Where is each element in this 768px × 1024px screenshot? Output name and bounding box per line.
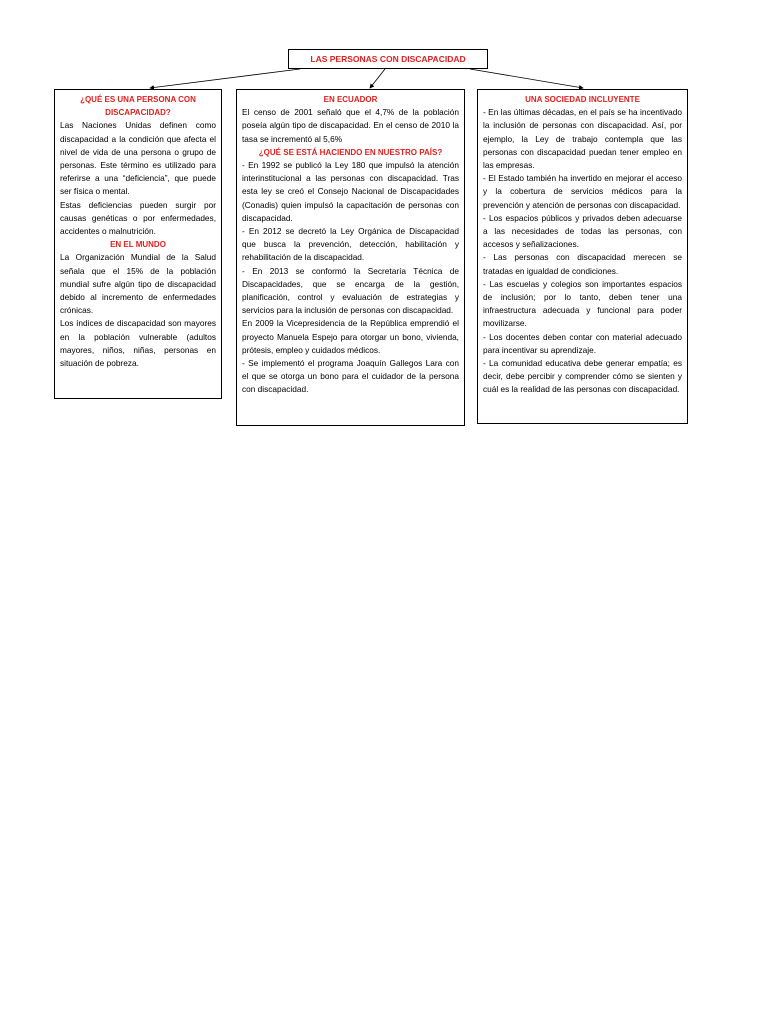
left-paragraph: Las Naciones Unidas definen como discapacidad a la condición que afecta el nivel de vida de una persona o grupo de personas. Este término es utilizado para referirse a una “deficiencia”, que puede ser física o mental. — [60, 120, 216, 197]
left-paragraph: Estas deficiencias pueden surgir por causas genéticas o por enfermedades, accidentes o malnutrición. — [60, 199, 216, 237]
middle-paragraph: En 2009 la Vicepresidencia de la República emprendió el proyecto Manuela Espejo para otorgar un bono, vivienda, prótesis, empleo y cuidados médicos. — [242, 318, 459, 355]
middle-heading-actions: ¿QUÉ SE ESTÁ HACIENDO EN NUESTRO PAÍS? — [258, 147, 443, 157]
arrow-to-right — [470, 69, 583, 88]
main-title: LAS PERSONAS CON DISCAPACIDAD — [310, 54, 466, 64]
right-paragraph: - La comunidad educativa debe generar empatía; es decir, debe percibir y comprender cómo se sienten y cuál es la realidad de las personas con discapacidad. — [483, 358, 682, 395]
main-title-box — [288, 49, 488, 69]
middle-paragraph: - Se implementó el programa Joaquín Gallegos Lara con el que se otorga un bono para el cuidador de la persona con discapacidad. — [242, 358, 459, 395]
right-heading-inclusive-society: UNA SOCIEDAD INCLUYENTE — [525, 95, 640, 104]
arrow-to-middle — [370, 69, 385, 88]
middle-paragraph: - En 1992 se publicó la Ley 180 que impulsó la atención interinstitucional a las personas con discapacidad. Tras esta ley se creó el Consejo Nacional de Discapacidades (Conadis) quien impulsó la capacitación de personas con discapacidad. — [242, 160, 459, 223]
left-paragraph: La Organización Mundial de la Salud señala que el 15% de la población mundial sufre algún tipo de discapacidad debido al incremento de enfermedades crónicas. — [60, 252, 216, 316]
right-paragraph: - Las escuelas y colegios son importantes espacios de inclusión; por lo tanto, deben tener una infraestructura adecuada y funcional para poder movilizarse. — [483, 278, 682, 329]
middle-paragraph: - En 2012 se decretó la Ley Orgánica de Discapacidad que busca la prevención, detección, habilitación y rehabilitación de la discapacidad. — [242, 226, 459, 263]
right-paragraph: - Los docentes deben contar con material adecuado para incentivar su aprendizaje. — [483, 331, 682, 355]
middle-column-box — [236, 89, 465, 426]
middle-paragraph: - En 2013 se conformó la Secretaría Técnica de Discapacidades, que se encarga de la gestión, planificación, control y evaluación de estrategias y servicios para la inclusión de personas con discapacidad. — [242, 265, 459, 316]
left-heading-what-is: ¿QUÉ ES UNA PERSONA CON DISCAPACIDAD? — [80, 95, 196, 118]
right-paragraph: - Los espacios públicos y privados deben adecuarse a las necesidades de todas las personas, con accesos y señalizaciones. — [483, 212, 682, 250]
arrow-to-left — [150, 69, 300, 88]
left-paragraph: Los índices de discapacidad son mayores en la población vulnerable (adultos mayores, niños, niñas, personas en situación de pobreza. — [60, 318, 216, 369]
right-paragraph: - Las personas con discapacidad merecen se tratadas en igualdad de condiciones. — [483, 252, 682, 276]
middle-heading-ecuador: EN ECUADOR — [323, 95, 378, 104]
right-paragraph: - En las últimas décadas, en el país se ha incentivado la inclusión de personas con discapacidad. Así, por ejemplo, la Ley de trabajo contempla que las personas con discapacidad puedan tener empleo en las empresas. — [483, 107, 682, 171]
right-paragraph: - El Estado también ha invertido en mejorar el acceso y la cobertura de servicios médicos para la prevención y atención de personas con discapacidad. — [483, 173, 682, 210]
left-column-box — [54, 89, 222, 399]
left-heading-world: EN EL MUNDO — [110, 240, 166, 250]
right-column-box — [477, 89, 688, 424]
middle-paragraph: El censo de 2001 señaló que el 4,7% de la población poseía algún tipo de discapacidad. En el censo de 2010 la tasa se incrementó al 5,6% — [242, 107, 459, 144]
